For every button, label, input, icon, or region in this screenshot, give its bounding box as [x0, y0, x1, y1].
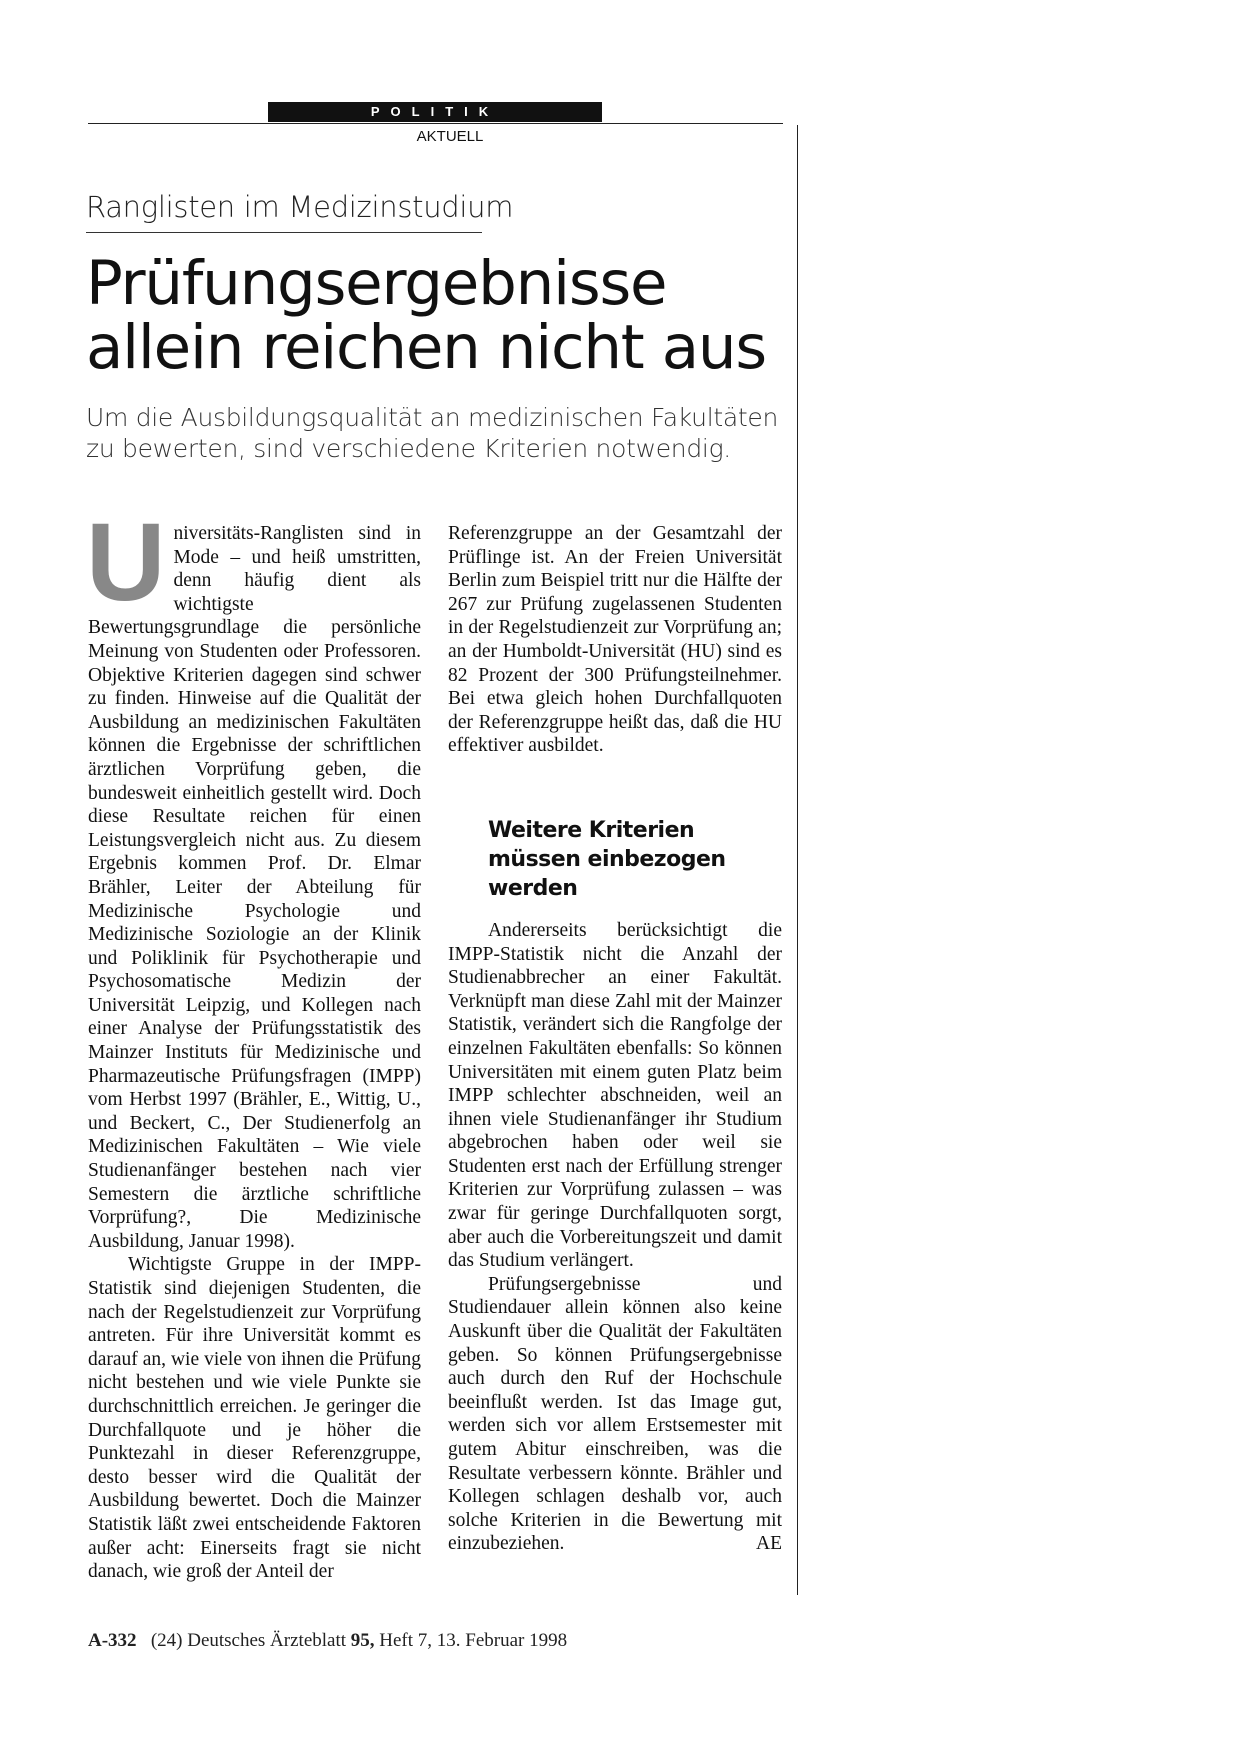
subsection-label: AKTUELL [416, 128, 484, 145]
author-initials: AE [756, 1533, 782, 1555]
paragraph-4-text: Prüfungsergebnisse und Studiendauer allein können also keine Auskunft über die Qualität der Fakultäten geben. So können Prüfungsergebnisse auch durch den Ruf der Hochschule beeinflußt werden. Ist das Image gut, werden sich vor allem Erstsemester mit gutem Abitur einschreiben, was die Resultate verbessern könnte. Brähler und Kollegen schlagen deshalb vor, auch solche Kriterien in die Bewertung mit einzubeziehen. [448, 1273, 782, 1555]
page-footer [88, 1630, 567, 1652]
article-headline: Prüfungsergebnisse allein reichen nicht aus [86, 248, 766, 383]
paragraph-2-continued: Referenzgruppe an der Gesamtzahl der Prüflinge ist. An der Freien Universität Berlin zum Beispiel tritt nur die Hälfte der 267 zur Prüfung zugelassenen Studenten in der Regelstudienzeit zur Vorprüfung an; an der Humboldt-Universität (HU) sind es 82 Prozent der 300 Prüfungsteilnehmer. Bei etwa gleich hohen Durchfallquoten der Referenzgruppe heißt das, daß die HU effektiver ausbildet. [448, 523, 782, 757]
header-rule [88, 123, 783, 124]
paragraph-1: niversitäts-Ranglisten sind in Mode – und heiß umstritten, denn häufig dient als wichtigste Bewertungsgrundlage die persönliche Meinung von Studenten oder Professoren. Objektive Kriterien dagegen sind schwer zu finden. Hinweise auf die Qualität der Ausbildung an medizinischen Fakultäten können die Ergebnisse der schriftlichen ärztlichen Vorprüfung geben, die bundesweit einheitlich gestellt wird. Doch diese Resultate reichen für einen Leistungsvergleich nicht aus. Zu diesem Ergebnis kommen Prof. Dr. Elmar Brähler, Leiter der Abteilung für Medizinische Psychologie und Medizinische Soziologie an der Klinik und Poliklinik für Psychotherapie und Psychosomatische Medizin der Universität Leipzig, und Kollegen nach einer Analyse der Prüfungsstatistik des Mainzer Instituts für Medizinische und Pharmazeutische Prüfungsfragen (IMPP) vom Herbst 1997 (Brähler, E., Wittig, U., und Beckert, C., Der Studienerfolg an Medizinischen Fakultäten – Wie viele Studienanfänger bestehen nach vier Semestern die ärztliche schriftliche Vorprüfung?, Die Medizinische Ausbildung, Januar 1998). [88, 523, 421, 1252]
article-lead: Um die Ausbildungsqualität an medizinischen Fakultäten zu bewerten, sind verschiedene Kriterien notwendig. [86, 403, 779, 463]
paragraph-3: Andererseits berücksichtigt die IMPP-Statistik nicht die Anzahl der Studienabbrecher an einer Fakultät. Verknüpft man diese Zahl mit der Mainzer Statistik, verändert sich die Rangfolge der einzelnen Fakultäten ebenfalls: So können Universitäten mit einem guten Platz beim IMPP schlechter abschneiden, weil an ihnen viele Studienanfänger ihr Studium abgebrochen haben oder weil sie Studenten erst nach der Erfüllung strenger Kriterien zur Vorprüfung zulassen – was zwar für geringe Durchfallquoten sorgt, aber auch die Vorbereitungszeit und damit das Studium verlängert. [448, 919, 782, 1272]
section-label: POLITIK [268, 102, 602, 122]
kicker-underline [86, 232, 482, 233]
article-kicker: Ranglisten im Medizinstudium [86, 190, 514, 224]
volume-number: 95, [350, 1630, 375, 1651]
source-text: (24) Deutsches Ärzteblatt [150, 1630, 351, 1651]
text-column-right [448, 522, 782, 1556]
paragraph-4 [448, 1273, 782, 1556]
drop-cap: U [86, 501, 166, 624]
text-column-left [86, 501, 421, 1584]
article-subhead: Weitere Kriterien müssen einbezogen werden [488, 817, 726, 901]
paragraph-2: Wichtigste Gruppe in der IMPP-Statistik sind diejenigen Studenten, die nach der Regelstudienzeit zur Vorprüfung antreten. Für ihre Universität kommt es darauf an, wie viele von ihnen die Prüfung nicht bestehen und wie viele Punkte sie durchschnittlich erreichen. Je geringer die Durchfallquote und je höher die Punktezahl in dieser Referenzgruppe, desto besser wird die Qualität der Ausbildung bewertet. Doch die Mainzer Statistik läßt zwei entscheidende Faktoren außer acht: Einerseits fragt sie nicht danach, wie groß der Anteil der [88, 1254, 421, 1583]
page-number: A-332 [88, 1630, 137, 1651]
issue-date: Heft 7, 13. Februar 1998 [374, 1630, 568, 1651]
